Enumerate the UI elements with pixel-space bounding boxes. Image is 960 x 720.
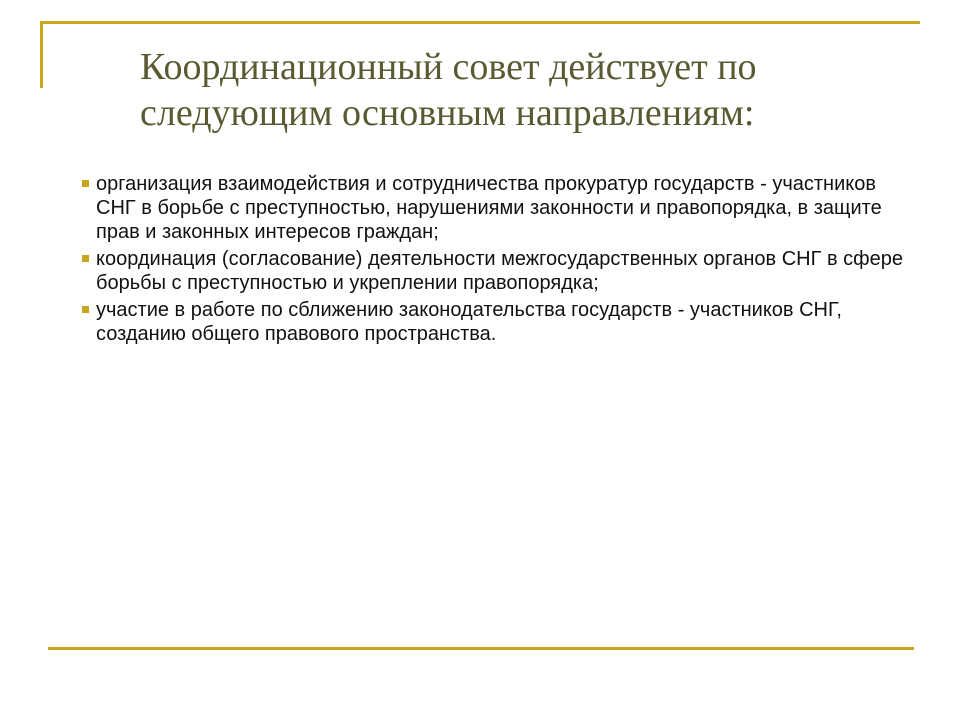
bullet-item — [82, 172, 912, 244]
bullet-item — [82, 298, 912, 346]
square-bullet-icon — [82, 180, 89, 187]
bullet-text: организация взаимодействия и сотрудничества прокуратур государств - участников СНГ в борьбе с преступностью, нарушениями законности и правопорядка, в защите прав и законных интересов граждан; — [96, 173, 882, 243]
slide-title: Координационный совет действует по следующим основным направлениям: — [140, 46, 757, 134]
square-bullet-icon — [82, 255, 89, 262]
frame-left-line — [40, 21, 43, 88]
bullet-text: координация (согласование) деятельности межгосударственных органов СНГ в сфере борьбы с преступностью и укреплении правопорядка; — [96, 248, 903, 294]
bullet-list — [82, 172, 912, 349]
square-bullet-icon — [82, 306, 89, 313]
bullet-item — [82, 247, 912, 295]
bullet-text: участие в работе по сближению законодательства государств - участников СНГ, созданию общего правового пространства. — [96, 299, 842, 345]
frame-top-line — [40, 21, 920, 24]
frame-bottom-line — [48, 647, 914, 650]
